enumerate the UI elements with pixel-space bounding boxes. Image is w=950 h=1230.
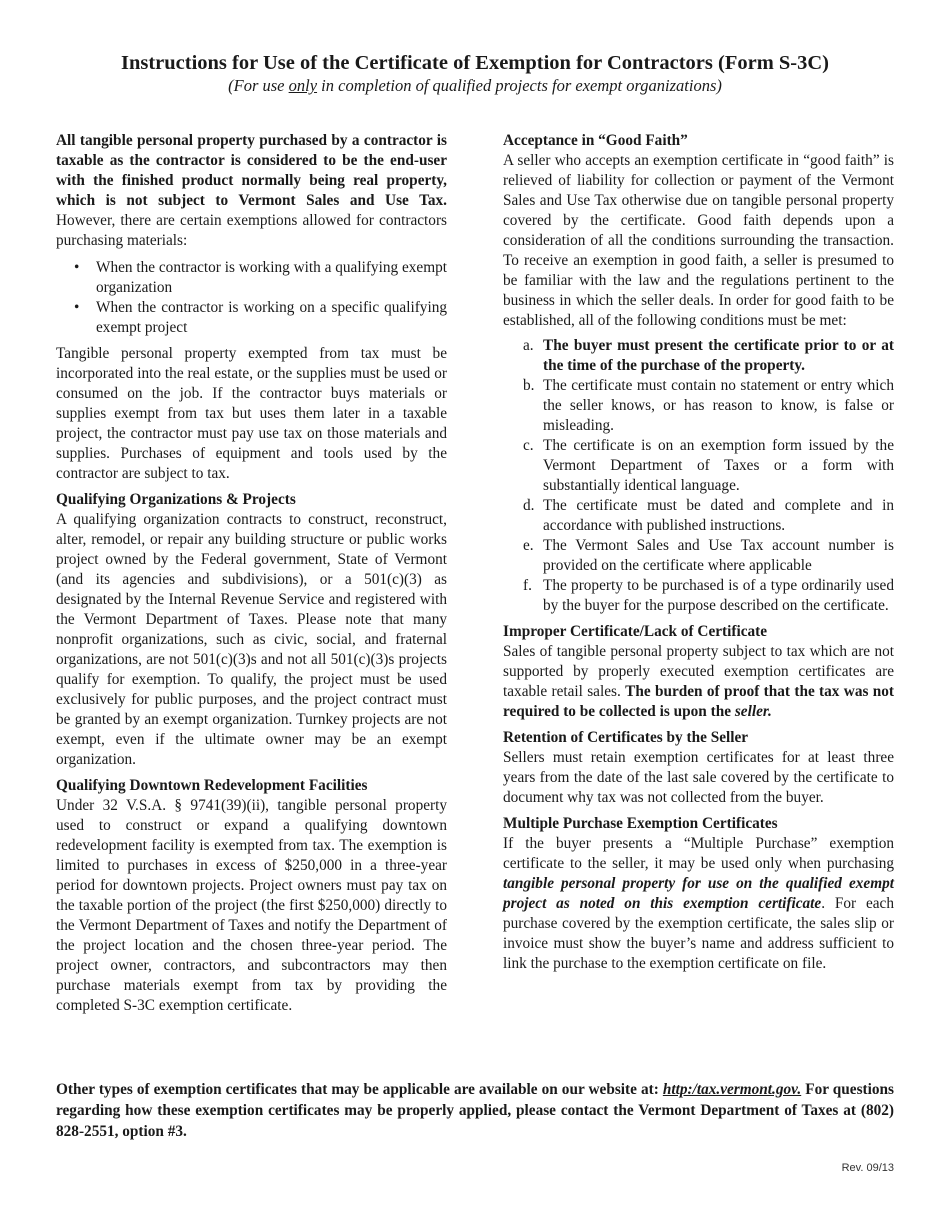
bullet-icon: • <box>74 299 80 316</box>
list-item <box>503 436 894 496</box>
qualifying-paragraph: A qualifying organization contracts to construct, reconstruct, alter, remodel, or repair any building structure or public works project owned by the Federal government, State of Vermont (and its agencies and subdivisions), or a 501(c)(3) as designated by the Internal Revenue Service and registered with the Vermont Department of Taxes. Please note that many nonprofit organizations, such as civic, social, and fraternal organizations, are not 501(c)(3)s and not all 501(c)(3)s projects qualify for exemption. To qualify, the project must be used exclusively for public purposes, and the project contract must be granted by an exempt organization. Turnkey projects are not exempt, even if the ultimate owner may be an exempt organization. <box>56 511 447 768</box>
contractor-bullet-list <box>56 258 447 338</box>
condition-text: The property to be purchased is of a type ordinarily used by the buyer for the purpose described on the certificate. <box>543 577 894 614</box>
page-subtitle <box>0 76 950 96</box>
condition-text: The certificate is on an exemption form issued by the Vermont Department of Taxes or a form with substantially identical language. <box>543 437 894 494</box>
condition-label: c. <box>523 437 534 454</box>
list-item <box>503 496 894 536</box>
improper-seller: seller. <box>734 703 772 720</box>
footer-text-1: Other types of exemption certificates that may be applicable are available on our website at: <box>56 1081 663 1098</box>
condition-label: d. <box>523 497 535 514</box>
condition-text: The certificate must contain no statement or entry which the seller knows, or has reason to know, is false or misleading. <box>543 377 894 434</box>
website-link[interactable]: http:/tax.vermont.gov. <box>662 1081 802 1098</box>
improper-body: Sales of tangible personal property subject to tax which are not supported by properly executed exemption certificates are taxable retail sales. <box>503 643 894 700</box>
improper-paragraph <box>503 642 894 722</box>
multiple-body-2: . For each purchase covered by the exemption certificate, the sales slip or invoice must show the buyer’s name and address sufficient to link the purchase to the exemption certificate on file. <box>503 895 894 972</box>
condition-label: f. <box>523 577 532 594</box>
page-title: Instructions for Use of the Certificate of Exemption for Contractors (Form S-3C) <box>120 52 830 74</box>
page-header <box>0 50 950 96</box>
condition-label: b. <box>523 377 535 394</box>
condition-text: The certificate must be dated and complete and in accordance with published instructions. <box>543 497 894 534</box>
intro-paragraph <box>56 131 447 251</box>
subtitle-pre: (For use <box>228 76 289 95</box>
list-item <box>503 336 894 376</box>
right-column <box>503 131 894 974</box>
list-item <box>503 576 894 616</box>
improper-heading: Improper Certificate/Lack of Certificate <box>503 623 768 640</box>
qualifying-heading: Qualifying Organizations & Projects <box>56 491 296 508</box>
good-faith-heading: Acceptance in “Good Faith” <box>503 132 688 149</box>
conditions-list <box>503 336 894 616</box>
revision-date: Rev. 09/13 <box>841 1162 894 1174</box>
intro-bold: All tangible personal property purchased by a contractor is taxable as the contractor is considered to be the end-user with the finished product normally being real property, which is not subject to Vermont Sales and Use Tax. <box>56 132 447 209</box>
condition-label: a. <box>523 337 534 354</box>
list-item <box>56 258 447 298</box>
multiple-body-1: If the buyer presents a “Multiple Purchase” exemption certificate to the seller, it may be used only when purchasing <box>503 835 894 872</box>
list-item <box>503 376 894 436</box>
condition-text: The Vermont Sales and Use Tax account number is provided on the certificate where applicable <box>543 537 894 574</box>
list-item <box>503 536 894 576</box>
bullet-text: When the contractor is working on a specific qualifying exempt project <box>96 299 447 336</box>
retention-heading: Retention of Certificates by the Seller <box>503 729 749 746</box>
tangible-paragraph: Tangible personal property exempted from tax must be incorporated into the real estate, or the supplies must be used or consumed on the job. If the contractor buys materials or supplies exempt from tax but uses them later in a taxable project, the contractor must pay use tax on those materials and supplies. Purchases of equipment and tools used by the contractor are subject to tax. <box>56 345 447 482</box>
multiple-heading: Multiple Purchase Exemption Certificates <box>503 815 778 832</box>
subtitle-post: in completion of qualified projects for exempt organizations) <box>317 76 722 95</box>
list-item <box>56 298 447 338</box>
condition-label: e. <box>523 537 534 554</box>
good-faith-paragraph: A seller who accepts an exemption certificate in “good faith” is relieved of liability for collection or payment of the Vermont Sales and Use Tax otherwise due on tangible personal property covered by the certificate. Good faith depends upon a consideration of all the conditions surrounding the transaction. To receive an exemption in good faith, a seller is presumed to be familiar with the law and the regulations pertinent to the business in which the seller deals. In order for good faith to be established, all of the following conditions must be met: <box>503 152 894 329</box>
bullet-icon: • <box>74 259 80 276</box>
downtown-paragraph: Under 32 V.S.A. § 9741(39)(ii), tangible personal property used to construct or expand a qualifying downtown redevelopment facility is exempted from tax. The exemption is limited to purchases in excess of $250,000 in a three-year period for downtown projects. Project owners must pay tax on the taxable portion of the project (the first $250,000) directly to the Vermont Department of Taxes and notify the Department of the project location and the chosen three-year period. The project owner, contractors, and subcontractors may then purchase materials exempt from tax by providing the completed S-3C exemption certificate. <box>56 797 447 1014</box>
bullet-text: When the contractor is working with a qualifying exempt organization <box>96 259 447 296</box>
left-column <box>56 131 447 1016</box>
improper-bold: The burden of proof that the tax was not required to be collected is upon the <box>503 683 894 720</box>
footer-text-2: For questions regarding how these exemption certificates may be properly applied, please contact the Vermont Department of Taxes at (802) 828-2551, option #3. <box>56 1081 894 1140</box>
subtitle-only: only <box>288 76 318 95</box>
footer-note <box>56 1079 894 1142</box>
condition-text: The buyer must present the certificate prior to or at the time of the purchase of the property. <box>543 337 894 374</box>
retention-paragraph: Sellers must retain exemption certificates for at least three years from the date of the last sale covered by the certificate to document why tax was not collected from the buyer. <box>503 749 894 806</box>
multiple-emphasis: tangible personal property for use on the qualified exempt project as noted on this exemption certificate <box>503 875 894 912</box>
multiple-paragraph <box>503 834 894 974</box>
downtown-heading: Qualifying Downtown Redevelopment Facilities <box>56 777 368 794</box>
intro-rest: However, there are certain exemptions allowed for contractors purchasing materials: <box>56 212 447 249</box>
